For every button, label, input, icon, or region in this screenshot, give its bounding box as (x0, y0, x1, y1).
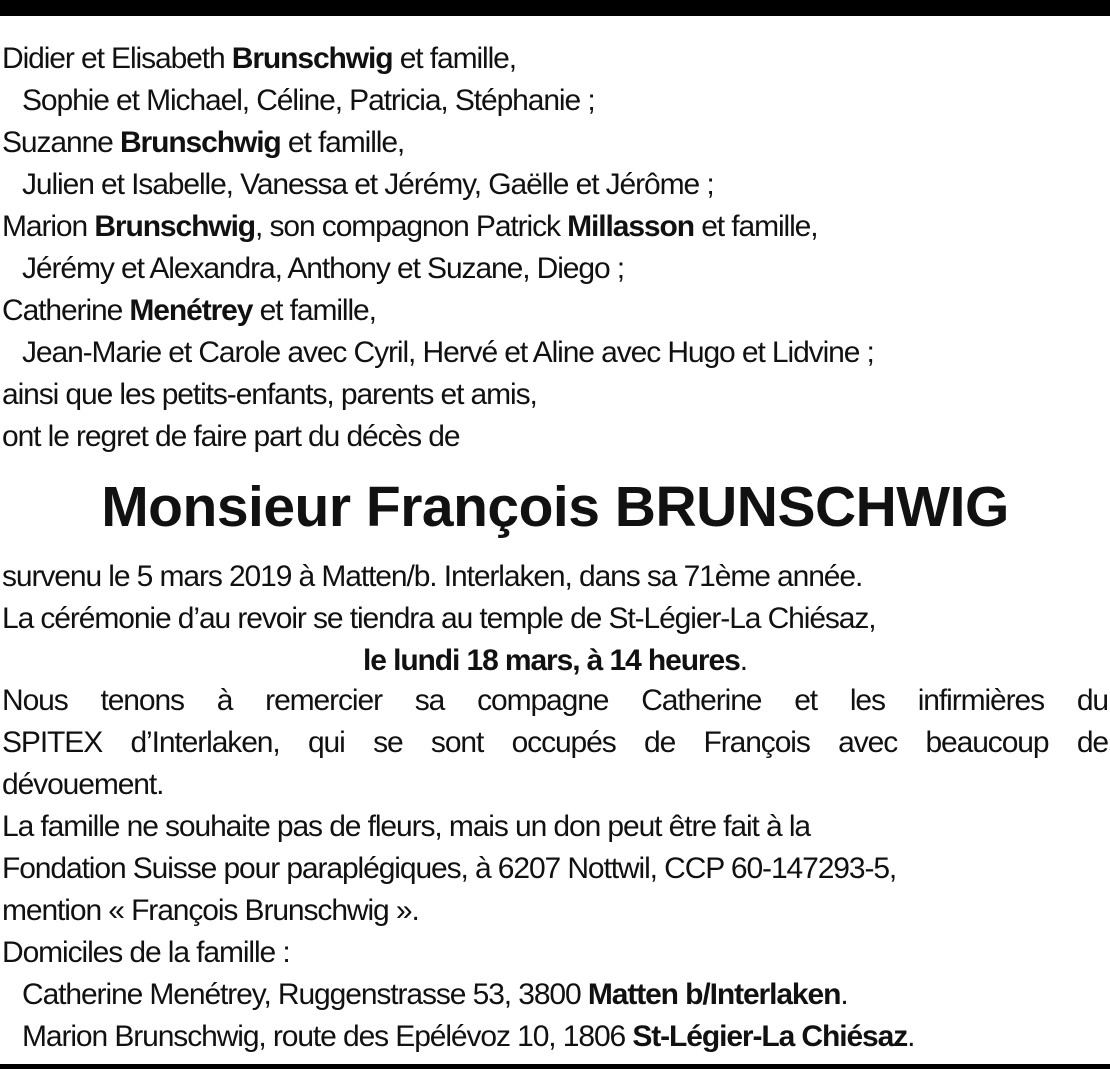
family-line-8: Jean-Marie et Carole avec Cyril, Hervé et Aline avec Hugo et Lidvine ; (22, 336, 874, 369)
domicile-line-1: Catherine Menétrey, Ruggenstrasse 53, 3800 Matten b/Interlaken. (22, 978, 848, 1011)
family-name: Millasson (567, 210, 694, 243)
family-line-1: Didier et Elisabeth Brunschwig et famille, (2, 42, 516, 75)
ceremony-line: La cérémonie d’au revoir se tiendra au temple de St-Légier-La Chiésaz, (2, 602, 876, 635)
intro-line-2: ont le regret de faire part du décès de (2, 420, 460, 453)
family-line-5: Marion Brunschwig, son compagnon Patrick Millasson et famille, (2, 210, 818, 243)
family-line-7: Catherine Menétrey et famille, (2, 294, 376, 327)
domiciles-label: Domiciles de la famille : (2, 936, 290, 969)
domicile-line-2: Marion Brunschwig, route des Epélévoz 10, 1806 St-Légier-La Chiésaz. (22, 1020, 915, 1053)
family-name: Brunschwig (119, 126, 281, 159)
flowers-line-1: La famille ne souhaite pas de fleurs, mais un don peut être fait à la (2, 810, 810, 843)
family-line-4: Julien et Isabelle, Vanessa et Jérémy, Gaëlle et Jérôme ; (22, 168, 714, 201)
flowers-line-3: mention « François Brunschwig ». (2, 894, 419, 927)
domicile-town: St-Légier-La Chiésaz (632, 1020, 908, 1053)
family-name: Menétrey (129, 294, 253, 327)
death-line: survenu le 5 mars 2019 à Matten/b. Interlaken, dans sa 71ème année. (2, 560, 863, 593)
flowers-line-2: Fondation Suisse pour paraplégiques, à 6207 Nottwil, CCP 60-147293-5, (2, 852, 897, 885)
family-line-2: Sophie et Michael, Céline, Patricia, Stéphanie ; (22, 84, 595, 117)
ceremony-date-line: le lundi 18 mars, à 14 heures. (363, 644, 747, 677)
thanks-line-1: Nous tenons à remercier sa compagne Catherine et les infirmières du (2, 684, 1108, 717)
bottom-rule (0, 1064, 1110, 1069)
ceremony-date: le lundi 18 mars, à 14 heures (363, 644, 740, 677)
intro-line-1: ainsi que les petits-enfants, parents et amis, (2, 378, 537, 411)
family-line-6: Jérémy et Alexandra, Anthony et Suzane, Diego ; (22, 252, 625, 285)
family-line-3: Suzanne Brunschwig et famille, (2, 126, 405, 159)
domicile-town: Matten b/Interlaken (587, 978, 841, 1011)
deceased-name: Monsieur François BRUNSCHWIG (101, 475, 1009, 539)
thanks-line-2: SPITEX d’Interlaken, qui se sont occupés de François avec beaucoup de (2, 726, 1108, 759)
family-name: Brunschwig (94, 210, 256, 243)
family-name: Brunschwig (231, 42, 393, 75)
thanks-line-3: dévouement. (2, 768, 164, 801)
